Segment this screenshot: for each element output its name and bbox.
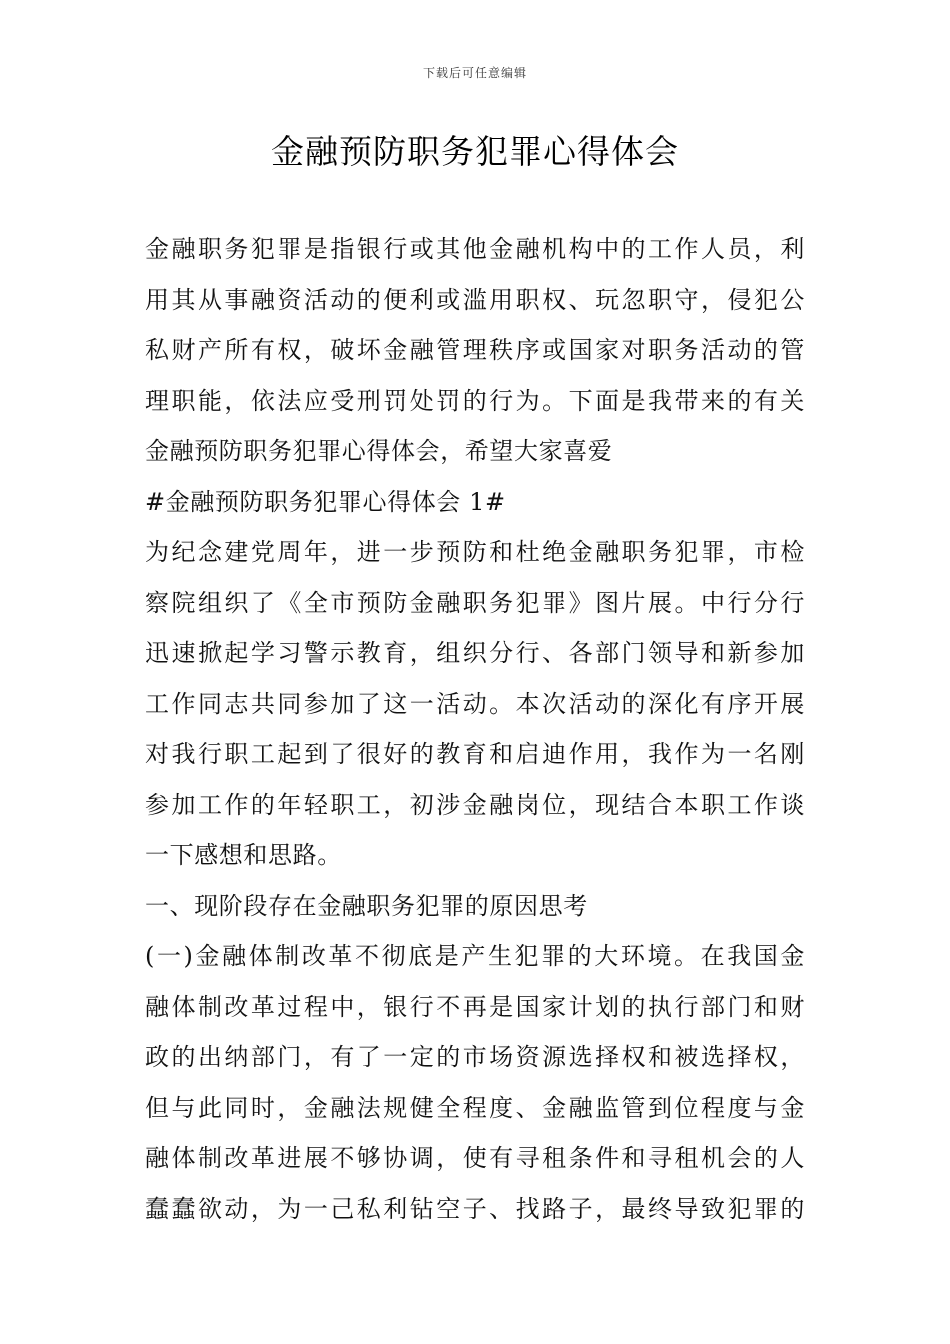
body-line: 融体制改革进展不够协调，使有寻租条件和寻租机会的人 — [145, 1144, 805, 1172]
header-note: 下载后可任意编辑 — [422, 66, 527, 80]
document-title: 金融预防职务犯罪心得体会 — [271, 132, 679, 171]
body-line: 迅速掀起学习警示教育，组织分行、各部门领导和新参加 — [145, 639, 805, 667]
body-line: 工作同志共同参加了这一活动。本次活动的深化有序开展 — [145, 689, 805, 718]
body-line: 察院组织了《全市预防金融职务犯罪》图片展。中行分行 — [145, 588, 805, 617]
body-line: 私财产所有权，破坏金融管理秩序或国家对职务活动的管 — [145, 336, 805, 364]
body-line: 但与此同时，金融法规健全程度、金融监管到位程度与金 — [145, 1093, 805, 1122]
body-line: 理职能，依法应受刑罚处罚的行为。下面是我带来的有关 — [145, 386, 805, 415]
body-line: 金融预防职务犯罪心得体会，希望大家喜爱 — [145, 437, 613, 465]
document-body — [145, 224, 805, 1234]
body-line: #金融预防职务犯罪心得体会 1# — [145, 487, 506, 516]
body-line: 蠢蠢欲动，为一己私利钻空子、找路子，最终导致犯罪的 — [145, 1194, 805, 1223]
body-line: 融体制改革过程中，银行不再是国家计划的执行部门和财 — [145, 992, 805, 1021]
body-line: 参加工作的年轻职工，初涉金融岗位，现结合本职工作谈 — [145, 790, 805, 819]
body-line: 政的出纳部门，有了一定的市场资源选择权和被选择权， — [145, 1043, 805, 1071]
body-line: (一)金融体制改革不彻底是产生犯罪的大环境。在我国金 — [145, 942, 805, 970]
body-line: 对我行职工起到了很好的教育和启迪作用，我作为一名刚 — [145, 740, 805, 768]
body-line: 用其从事融资活动的便利或滥用职权、玩忽职守，侵犯公 — [145, 285, 805, 314]
body-line: 金融职务犯罪是指银行或其他金融机构中的工作人员，利 — [145, 235, 805, 263]
body-line: 为纪念建党周年，进一步预防和杜绝金融职务犯罪，市检 — [145, 538, 805, 566]
body-line: 一、现阶段存在金融职务犯罪的原因思考 — [145, 891, 588, 920]
body-line: 一下感想和思路。 — [145, 841, 342, 869]
